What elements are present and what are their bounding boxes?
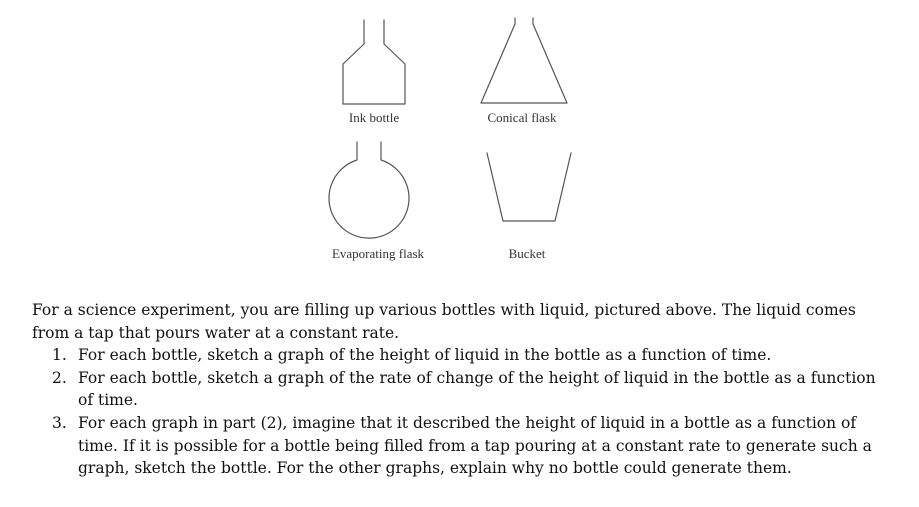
list-item <box>32 344 877 367</box>
ink-bottle-label: Ink bottle <box>348 110 400 125</box>
item-number: 2. <box>52 368 67 387</box>
evaporating-flask-label: Evaporating flask <box>331 246 425 261</box>
bucket-shape <box>487 153 571 221</box>
problem-text <box>32 299 877 480</box>
item-text: For each bottle, sketch a graph of the height of liquid in the bottle as a function of time. <box>78 346 772 365</box>
conical-flask-shape <box>481 18 567 103</box>
evaporating-flask-shape <box>329 142 409 238</box>
problem-list <box>32 344 877 480</box>
item-number: 3. <box>52 413 67 432</box>
conical-flask-label: Conical flask <box>487 110 557 125</box>
bottles-strokes <box>329 18 571 238</box>
item-number: 1. <box>52 346 67 365</box>
item-text: For each graph in part (2), imagine that it described the height of liquid in a bottle as a function of time. If it is possible for a bottle being filled from a tap pouring at a constant rate to generate such a graph, sketch the bottle. For the other graphs, explain why no bottle could generate them. <box>78 413 872 478</box>
bucket-label: Bucket <box>508 246 546 261</box>
problem-intro: For a science experiment, you are filling up various bottles with liquid, pictured above. The liquid comes from a tap that pours water at a constant rate. <box>32 301 856 342</box>
list-item <box>32 367 877 412</box>
list-item <box>32 412 877 480</box>
ink-bottle-shape <box>343 20 405 104</box>
item-text: For each bottle, sketch a graph of the rate of change of the height of liquid in the bottle as a function of time. <box>78 368 876 410</box>
